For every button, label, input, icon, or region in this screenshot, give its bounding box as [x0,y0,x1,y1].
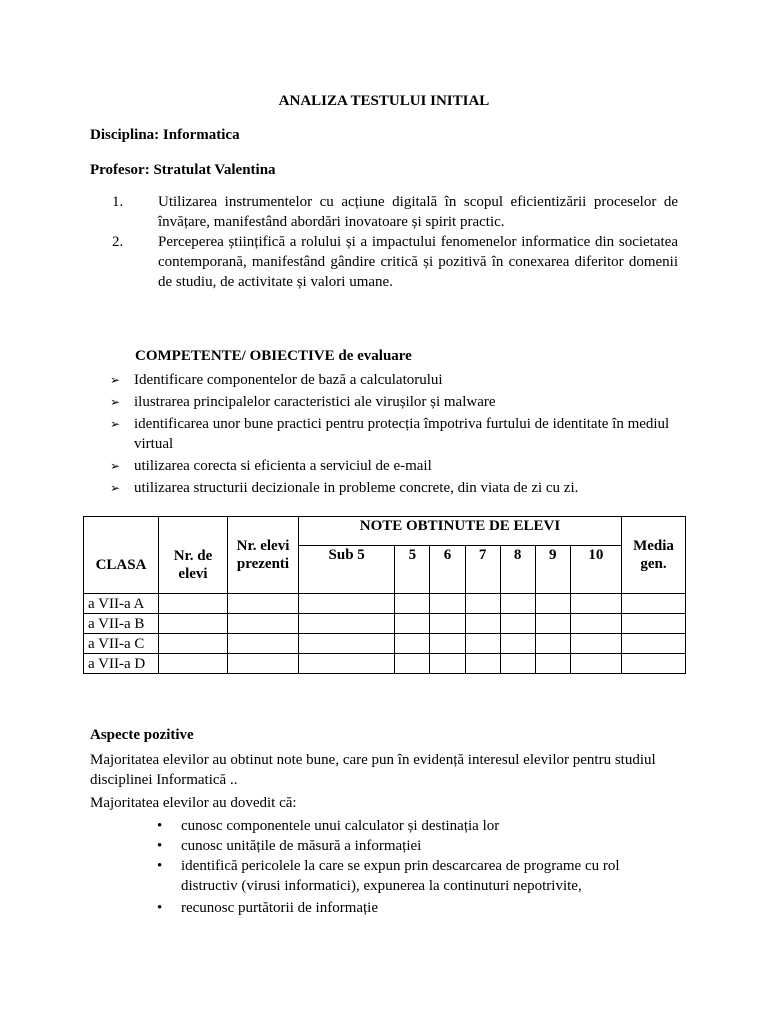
header-grades: NOTE OBTINUTE DE ELEVI [299,517,622,546]
competence-item [90,232,678,292]
positive-heading: Aspecte pozitive [90,727,194,743]
objective-item [108,392,678,412]
positive-paragraph: Majoritatea elevilor au obtinut note bune, care pun în evidență interesul elevilor pentru studiul disciplinei Informatică .. [90,752,656,788]
header-grade: 7 [465,545,500,593]
objective-text: utilizarea corecta si eficienta a serviciul de e-mail [134,458,432,474]
discipline-line: Disciplina: Informatica [90,127,240,143]
results-table [83,516,686,674]
header-grade: 9 [535,545,570,593]
competence-text: Perceperea științifică a rolului și a impactului fenomenelor informatice din societatea contemporană, manifestând gândire critică și pozitivă în conexarea diferitor domenii de studiu, de activitate și valori umane. [158,234,678,290]
competence-number: 1. [112,194,124,210]
objective-text: identificarea unor bune practici pentru protecția împotriva furtului de identitate în mediul virtual [134,416,670,452]
header-class: CLASA [84,517,159,594]
class-cell: a VII-a B [84,614,159,634]
objective-item [108,478,678,498]
competence-text: Utilizarea instrumentelor cu acțiune digitală în scopul eficientizării proceselor de învățare, manifestând abordări inovatoare și spirit practic. [158,194,678,230]
header-present: Nr. elevi prezenti [228,517,299,594]
header-average: Media gen. [622,517,686,594]
arrow-bullet-icon: ➢ [110,459,121,473]
competences-list [90,192,678,292]
competence-number: 2. [112,234,124,250]
class-cell: a VII-a A [84,594,159,614]
skill-item [155,898,675,918]
arrow-bullet-icon: ➢ [110,481,121,495]
header-grade: 8 [500,545,535,593]
table-row [84,654,686,674]
header-grade: 10 [570,545,621,593]
header-grade: 5 [395,545,430,593]
objective-text: ilustrarea principalelor caracteristici ale virușilor și malware [134,394,496,410]
skill-item [155,836,675,856]
document-title: ANALIZA TESTULUI INITIAL [278,93,490,109]
objectives-list [108,370,678,500]
objectives-heading: COMPETENTE/ OBIECTIVE de evaluare [135,348,412,364]
objective-item [108,414,678,454]
table-header-row [84,517,686,546]
bullet-icon: • [157,838,163,854]
objective-item [108,456,678,476]
arrow-bullet-icon: ➢ [110,395,121,409]
class-cell: a VII-a C [84,634,159,654]
competence-item [90,192,678,232]
table-row [84,594,686,614]
objective-text: utilizarea structurii decizionale in probleme concrete, din viata de zi cu zi. [134,480,579,496]
bullet-icon: • [157,858,163,874]
arrow-bullet-icon: ➢ [110,373,121,387]
skill-text: recunosc purtătorii de informație [181,900,379,916]
header-students: Nr. de elevi [159,517,228,594]
table-row [84,634,686,654]
bullet-icon: • [157,900,163,916]
teacher-line: Profesor: Stratulat Valentina [90,162,276,178]
skills-list [155,816,675,918]
header-grade: Sub 5 [299,545,395,593]
header-grade: 6 [430,545,465,593]
objective-text: Identificare componentelor de bază a calculatorului [134,372,443,388]
positive-paragraph: Majoritatea elevilor au dovedit că: [90,795,297,811]
skill-text: cunosc componentele unui calculator și destinația lor [181,818,500,834]
skill-item [155,816,675,836]
skill-text: identifică pericolele la care se expun prin descarcarea de programe cu rol distructiv (virusi informatici), expunerea la continuturi nepotrivite, [181,858,620,894]
arrow-bullet-icon: ➢ [110,417,121,431]
objective-item [108,370,678,390]
skill-text: cunosc unitățile de măsură a informației [181,838,422,854]
skill-item [155,856,675,896]
table-row [84,614,686,634]
bullet-icon: • [157,818,163,834]
class-cell: a VII-a D [84,654,159,674]
